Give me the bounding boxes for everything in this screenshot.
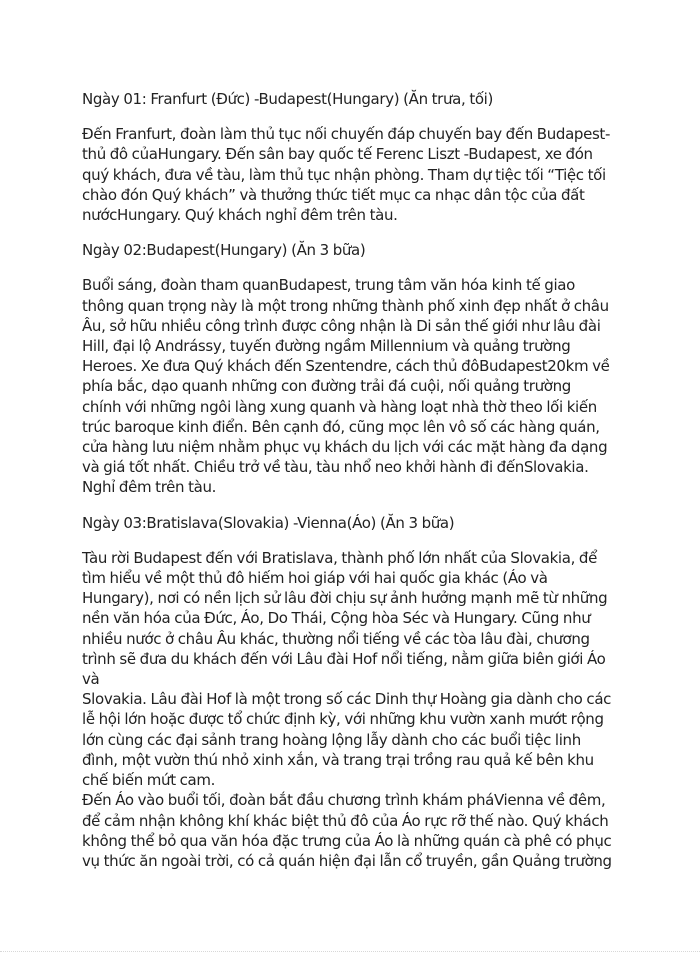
text-line: và <box>82 670 100 689</box>
day-3-heading: Ngày 03:Bratislava(Slovakia) -Vienna(Áo) (Ăn 3 bữa) <box>82 513 455 532</box>
text-line: Hill, đại lộ Andrássy, tuyến đường ngầm Millennium và quảng trường <box>82 337 571 356</box>
text-line: Âu, sở hữu nhiều công trình được công nhận là Di sản thế giới như lâu đài <box>82 316 601 335</box>
text-line: chào đón Quý khách” và thưởng thức tiết mục ca nhạc dân tộc của đất <box>82 185 585 204</box>
text-line: Hungary), nơi có nền lịch sử lâu đời chịu sự ảnh hưởng mạnh mẽ từ những <box>82 589 608 608</box>
text-line: nền văn hóa của Đức, Áo, Do Thái, Cộng hòa Séc và Hungary. Cũng như <box>82 609 591 628</box>
text-line: đình, một vườn thú nhỏ xinh xắn, và trang trại trồng rau quả kế bên khu <box>82 750 594 769</box>
day-1-paragraph <box>82 124 672 225</box>
text-line: vụ thức ăn ngoài trời, có cả quán hiện đại lẫn cổ truyền, gần Quảng trường <box>82 851 612 870</box>
text-line: trình sẽ đưa du khách đến với Lâu đài Hof nổi tiếng, nằm giữa biên giới Áo <box>82 649 606 668</box>
text-line: nhiều nước ở châu Âu khác, thường nổi tiếng về các tòa lâu đài, chương <box>82 629 590 648</box>
text-line: lễ hội lớn hoặc được tổ chức định kỳ, với những khu vườn xanh mướt rộng <box>82 710 604 729</box>
text-line: thủ đô củaHungary. Đến sân bay quốc tế Ferenc Liszt -Budapest, xe đón <box>82 145 593 164</box>
text-line: và giá tốt nhất. Chiều trở về tàu, tàu nhổ neo khởi hành đi đếnSlovakia. <box>82 458 589 477</box>
text-line: chế biến mứt cam. <box>82 771 216 790</box>
text-line: cửa hàng lưu niệm nhằm phục vụ khách du lịch với các mặt hàng đa dạng <box>82 438 608 457</box>
text-line: phía bắc, dạo quanh những con đường trải đá cuội, nối quảng trường <box>82 377 571 396</box>
text-line: tìm hiểu về một thủ đô hiếm hoi giáp với hai quốc gia khác (Áo và <box>82 569 548 588</box>
day-2-paragraph <box>82 275 672 497</box>
text-line: Heroes. Xe đưa Quý khách đến Szentendre, cách thủ đôBudapest20km về <box>82 357 610 376</box>
text-line: Đến Franfurt, đoàn làm thủ tục nối chuyến đáp chuyến bay đến Budapest- <box>82 125 611 144</box>
text-line: quý khách, đưa về tàu, làm thủ tục nhận phòng. Tham dự tiệc tối “Tiệc tối <box>82 165 606 184</box>
text-line: không thể bỏ qua văn hóa đặc trưng của Áo là những quán cà phê có phục <box>82 831 612 850</box>
text-line: Slovakia. Lâu đài Hof là một trong số các Dinh thự Hoàng gia dành cho các <box>82 690 612 709</box>
text-line: Tàu rời Budapest đến với Bratislava, thành phố lớn nhất của Slovakia, để <box>82 548 597 567</box>
text-line: trúc baroque kinh điển. Bên cạnh đó, cũng mọc lên vô số các hàng quán, <box>82 417 600 436</box>
text-line: Buổi sáng, đoàn tham quanBudapest, trung tâm văn hóa kinh tế giao <box>82 276 575 295</box>
text-line: lớn cùng các đại sảnh trang hoàng lộng lẫy dành cho các buổi tiệc linh <box>82 730 581 749</box>
text-line: để cảm nhận không khí khác biệt thủ đô của Áo rực rỡ thế nào. Quý khách <box>82 811 609 830</box>
day-3-paragraph <box>82 548 672 871</box>
page-bottom-divider <box>0 951 700 952</box>
itinerary-content <box>82 89 672 871</box>
day-1-heading: Ngày 01: Franfurt (Đức) -Budapest(Hungary) (Ăn trưa, tối) <box>82 90 494 108</box>
text-line: Nghỉ đêm trên tàu. <box>82 478 217 497</box>
text-line: chính với những ngôi làng xung quanh và hàng loạt nhà thờ theo lối kiến <box>82 397 597 416</box>
day-2-heading: Ngày 02:Budapest(Hungary) (Ăn 3 bữa) <box>82 241 366 260</box>
text-line: thông quan trọng này là một trong những thành phố xinh đẹp nhất ở châu <box>82 296 609 315</box>
text-line: nướcHungary. Quý khách nghỉ đêm trên tàu. <box>82 206 398 225</box>
text-line: Đến Áo vào buổi tối, đoàn bắt đầu chương trình khám pháVienna về đêm, <box>82 791 606 810</box>
